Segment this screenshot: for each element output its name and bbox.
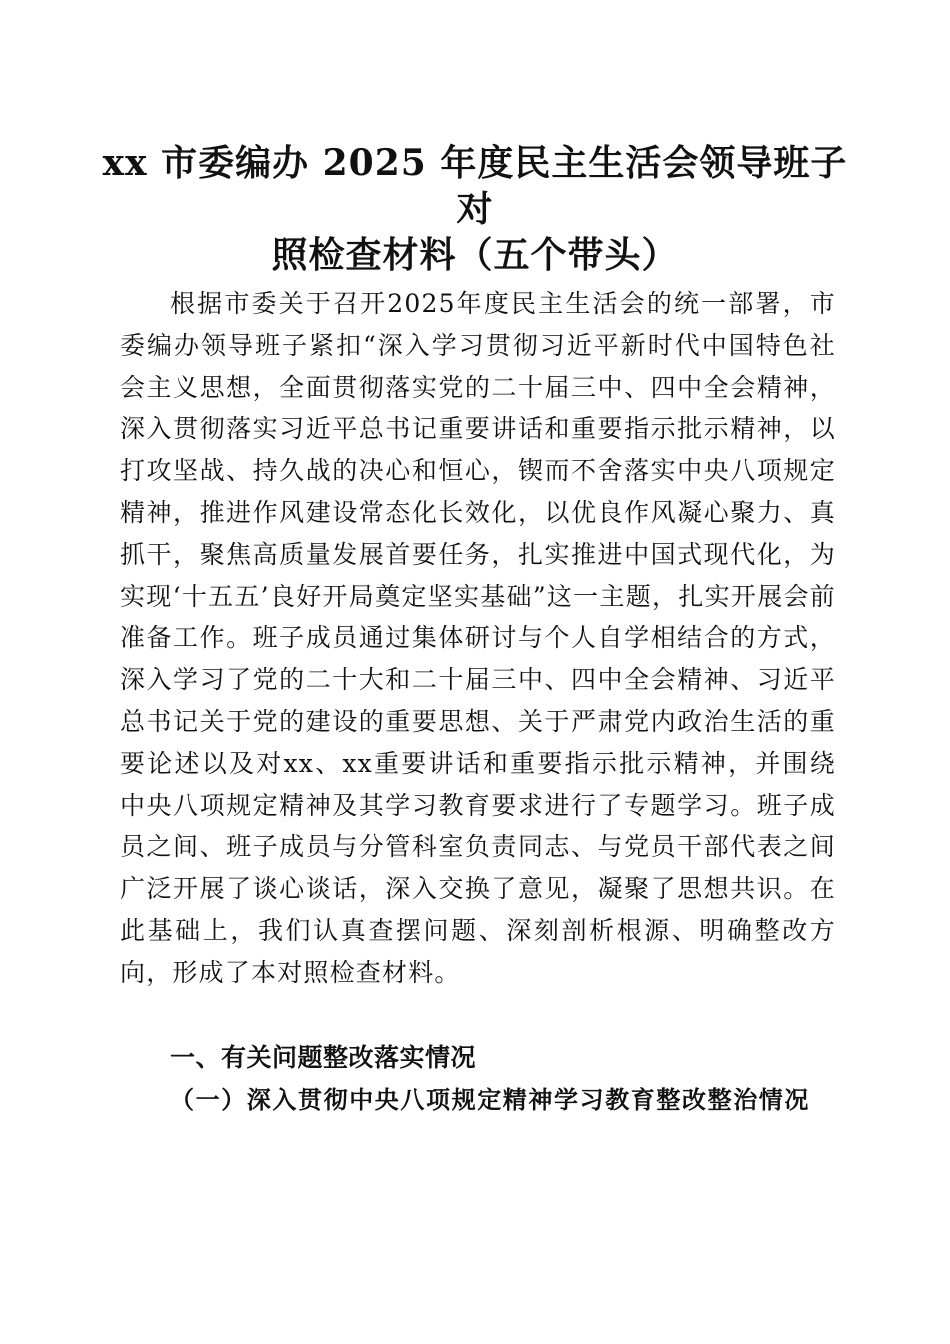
subsection-heading-1: （一）深入贯彻中央八项规定精神学习教育整改整治情况 <box>170 1085 810 1114</box>
title-line-1: xx 市委编办 2025 年度民主生活会领导班子对 <box>102 142 848 230</box>
title-line-2: 照检查材料（五个带头） <box>271 234 679 276</box>
section-heading-1: 一、有关问题整改落实情况 <box>170 1043 477 1072</box>
intro-paragraph: 根据市委关于召开2025年度民主生活会的统一部署，市委编办领导班子紧扣“深入学习贯彻习近平新时代中国特色社会主义思想，全面贯彻落实党的二十届三中、四中全会精神，深入贯彻落实习近平总书记重要讲话和重要指示批示精神，以打攻坚战、持久战的决心和恒心，锲而不舍落实中央八项规定精神，推进作风建设常态化长效化，以优良作风凝心聚力、真抓干，聚焦高质量发展首要任务，扎实推进中国式现代化，为实现‘十五五’良好开局奠定坚实基础”这一主题，扎实开展会前准备工作。班子成员通过集体研讨与个人自学相结合的方式，深入学习了党的二十大和二十届三中、四中全会精神、习近平总书记关于党的建设的重要思想、关于严肃党内政治生活的重要论述以及对xx、xx重要讲话和重要指示批示精神，并围绕中央八项规定精神及其学习教育要求进行了专题学习。班子成员之间、班子成员与分管科室负责同志、与党员干部代表之间广泛开展了谈心谈话，深入交换了意见，凝聚了思想共识。在此基础上，我们认真查摆问题、深刻剖析根源、明确整改方向，形成了本对照检查材料。 <box>120 289 836 987</box>
document-title <box>100 140 850 278</box>
